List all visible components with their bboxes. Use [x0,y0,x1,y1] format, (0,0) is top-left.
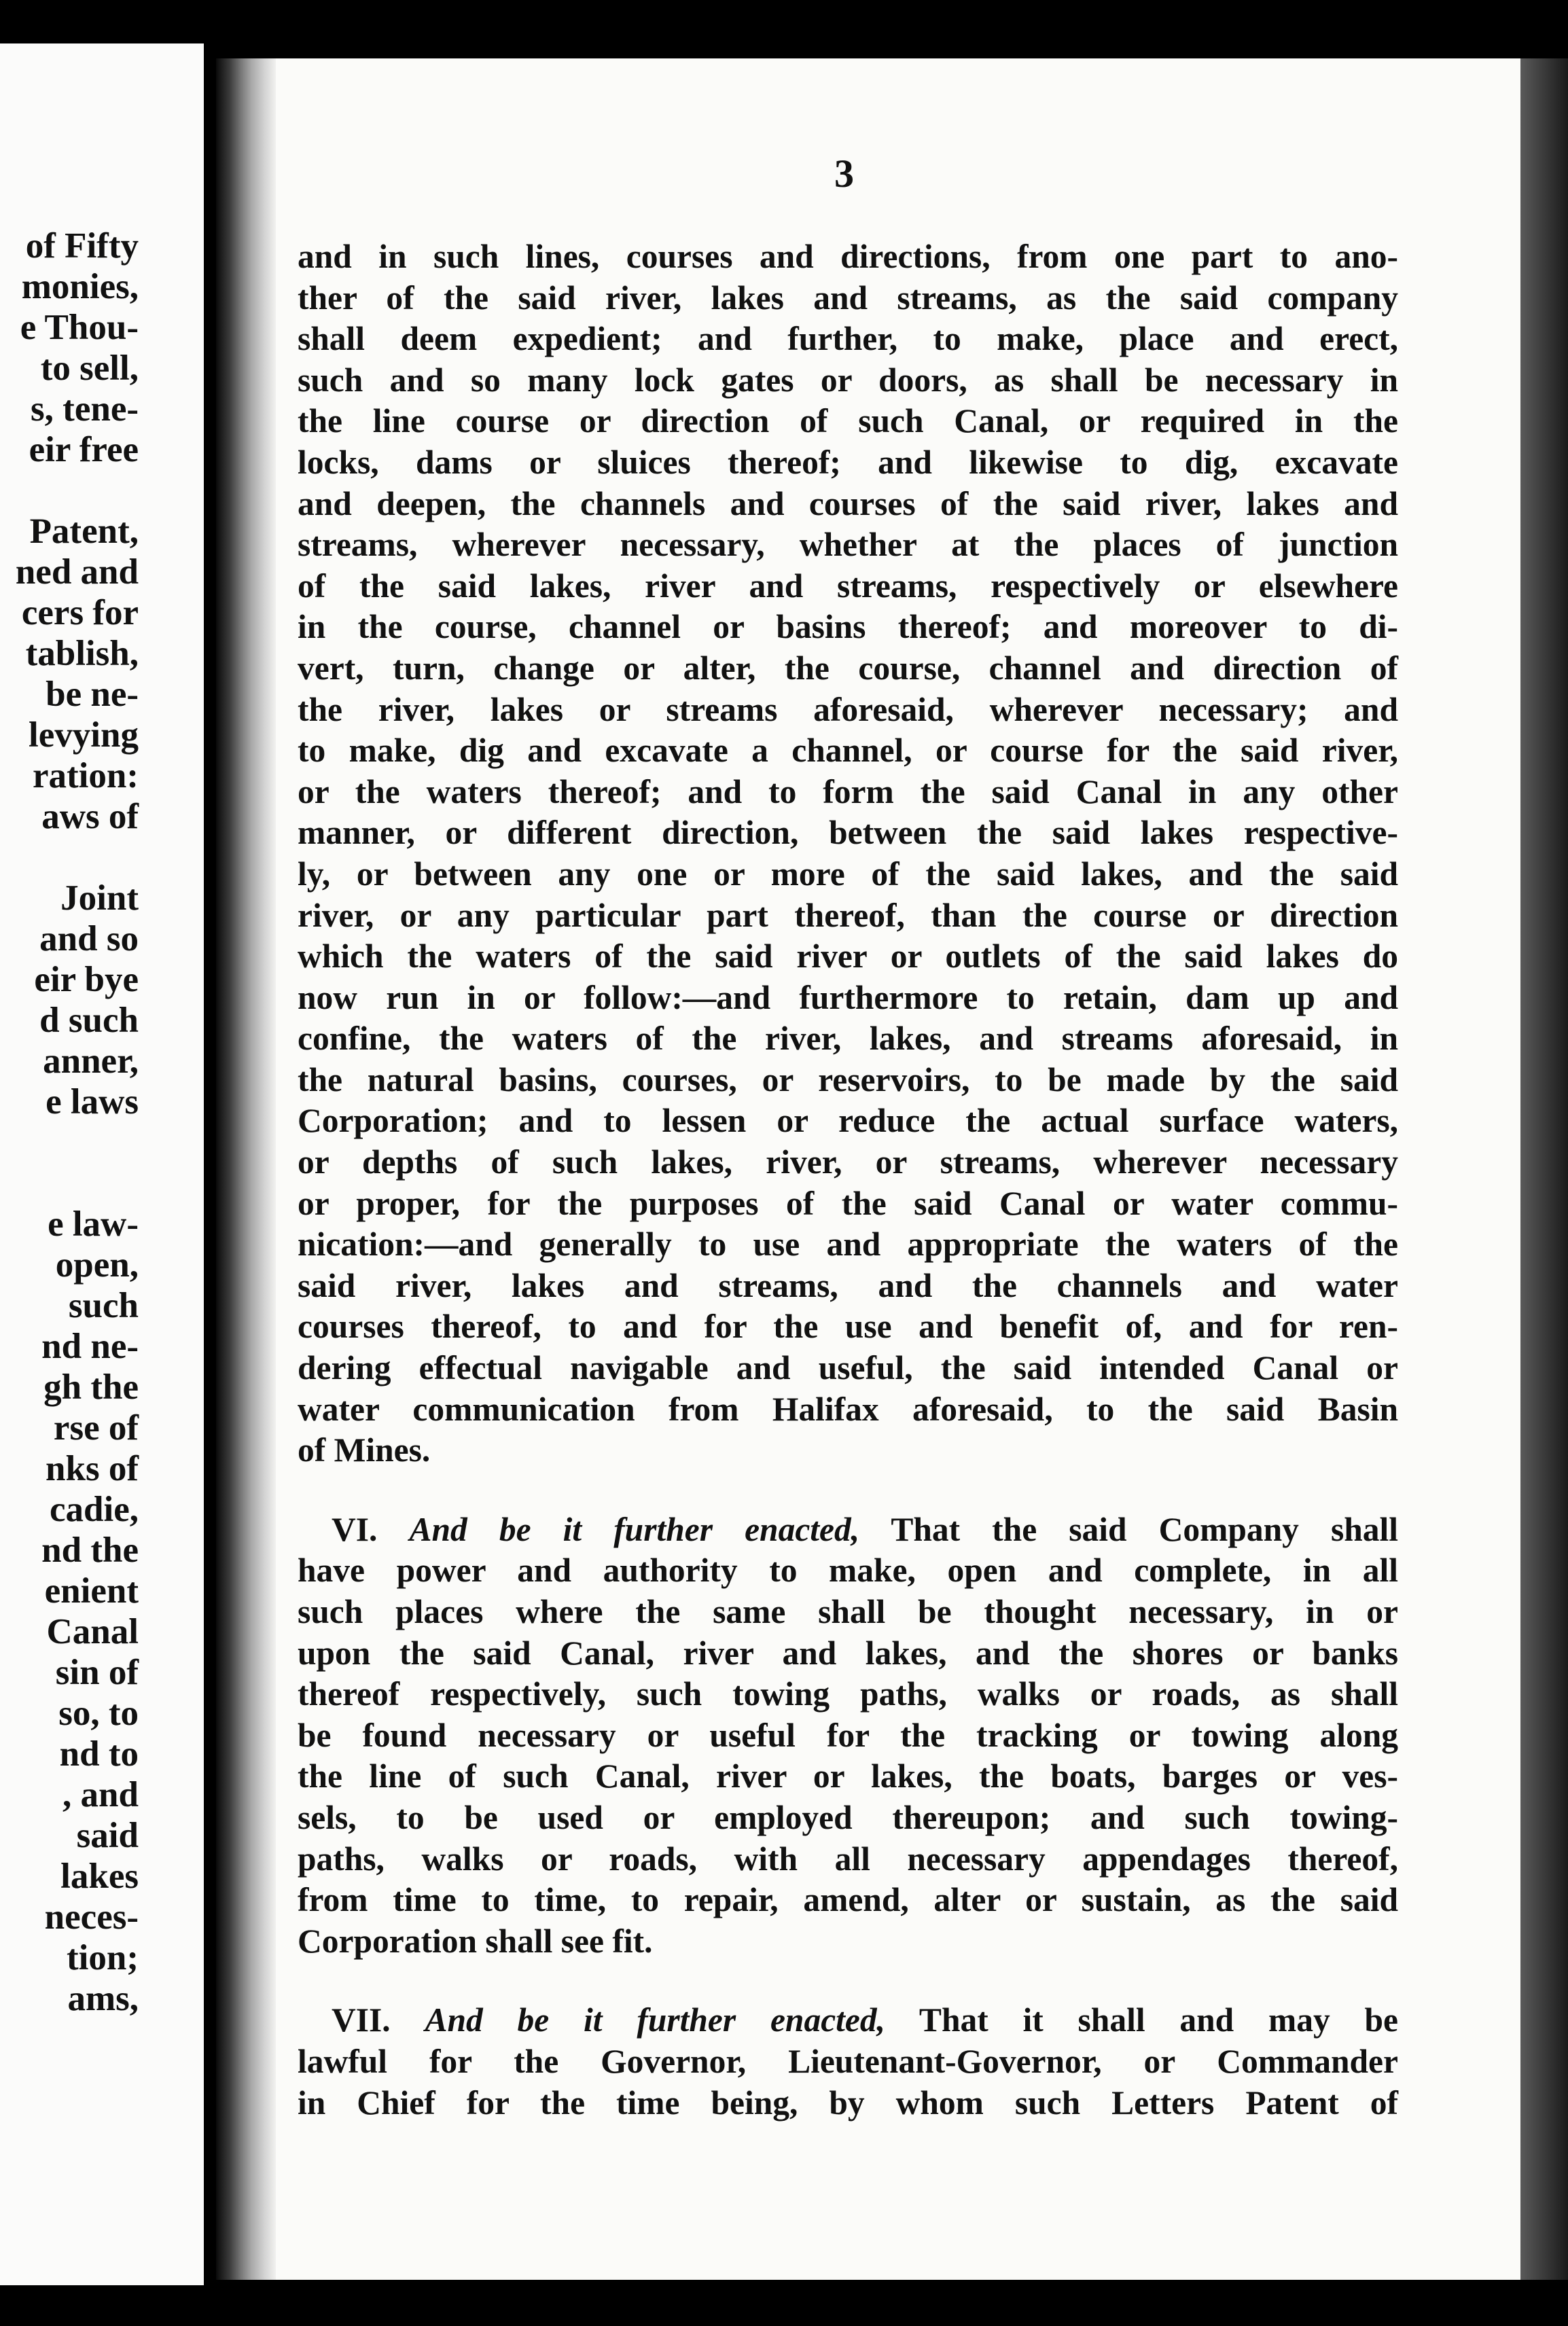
left-page-fragment: lakes [60,1857,139,1896]
section-vii-enacting-clause: And be it further enacted, [425,2001,886,2039]
text-line: the river, lakes or streams aforesaid, wherever necessary; and [298,690,1398,728]
text-line: such places where the same shall be thought necessary, in or [298,1593,1398,1630]
page-body [298,236,1398,2124]
text-line: nication:—and generally to use and appropriate the waters of the [298,1225,1398,1264]
text-line: of the said lakes, river and streams, respectively or elsewhere [298,567,1398,605]
left-page-fragment: said [76,1816,139,1855]
left-page-fragment: anner, [43,1041,139,1081]
left-page-fragment: ams, [67,1979,139,2018]
left-page-fragment: Canal [46,1612,139,1651]
left-page-fragment: , and [63,1775,139,1814]
left-page-fragment: open, [55,1245,139,1285]
text-line: from time to time, to repair, amend, alter or sustain, as the said [298,1881,1398,1919]
text-line: lawful for the Governor, Lieutenant-Governor, or Commander [298,2042,1398,2080]
section-vii-first-line [298,2000,1398,2041]
paragraph-continuation [298,236,1398,1471]
text-line: ther of the said river, lakes and streams, as the said company [298,279,1398,317]
left-page-fragment: nd the [41,1531,139,1570]
section-vi [298,1509,1398,1963]
text-line: now run in or follow:—and furthermore to retain, dam up and [298,978,1398,1016]
right-page [276,58,1520,2280]
text-line: ly, or between any one or more of the said lakes, and the said [298,855,1398,893]
text-line: shall deem expedient; and further, to make, place and erect, [298,320,1398,358]
left-page-fragment: enient [44,1571,139,1611]
text-line: thereof respectively, such towing paths, walks or roads, as shall [298,1675,1398,1713]
left-page-fragment: ned and [15,552,139,592]
left-page-fragment: e laws [46,1082,139,1122]
left-page-fragment: nd ne- [41,1327,139,1366]
section-vi-enacting-clause: And be it further enacted, [409,1510,860,1548]
section-vii-numeral: VII. [332,2001,391,2039]
left-page-fragment: ration: [32,756,139,795]
text-line: locks, dams or sluices thereof; and likewise to dig, excavate [298,443,1398,481]
text-line: have power and authority to make, open and complete, in all [298,1552,1398,1590]
left-page-fragment: d such [39,1001,139,1040]
text-line: Corporation; and to lessen or reduce the actual surface waters, [298,1102,1398,1140]
left-page-fragment: so, to [58,1694,139,1733]
left-page-fragment: Patent, [29,512,139,551]
left-page-fragment: of Fifty [25,226,139,266]
left-page-fragment: e Thou- [20,308,139,347]
section-vi-first-line-rest: That the said Company shall [891,1510,1399,1548]
text-line: said river, lakes and streams, and the channels and water [298,1266,1398,1304]
text-line: the line of such Canal, river or lakes, the boats, barges or ves- [298,1757,1398,1795]
left-page [0,43,204,2285]
section-vi-numeral: VI. [332,1510,378,1548]
text-line: or depths of such lakes, river, or streams, wherever necessary [298,1143,1398,1181]
text-line: manner, or different direction, between the said lakes respective- [298,814,1398,852]
left-page-fragment: tablish, [25,634,139,673]
text-line: or the waters thereof; and to form the said Canal in any other [298,772,1398,810]
text-line: dering effectual navigable and useful, the said intended Canal or [298,1349,1398,1387]
book-gutter-shadow [216,58,277,2280]
page-number: 3 [834,151,854,196]
left-page-fragment: levying [29,715,139,755]
left-page-fragment: and so [39,919,139,959]
left-page-fragment: eir bye [34,960,139,999]
section-vi-first-line [298,1509,1398,1551]
text-line: Corporation shall see fit. [298,1922,653,1960]
text-line: streams, wherever necessary, whether at the places of junction [298,526,1398,564]
text-line: sels, to be used or employed thereupon; and such towing- [298,1798,1398,1836]
left-page-fragment: nks of [46,1449,139,1488]
left-page-fragment: gh the [43,1367,139,1407]
left-page-fragment: nd to [59,1734,139,1774]
text-line: which the waters of the said river or outlets of the said lakes do [298,937,1398,976]
page-edge-shadow [1520,58,1568,2280]
left-page-fragment: neces- [44,1897,139,1937]
left-page-fragment: sin of [55,1653,139,1692]
text-line: confine, the waters of the river, lakes, and streams aforesaid, in [298,1020,1398,1058]
left-page-fragment: aws of [41,797,139,836]
text-line: and deepen, the channels and courses of the said river, lakes and [298,484,1398,522]
left-page-fragment: to sell, [40,348,139,388]
section-vii [298,2000,1398,2124]
left-page-fragment: cers for [21,593,139,632]
text-line: water communication from Halifax aforesaid, to the said Basin [298,1390,1398,1428]
text-line: the line course or direction of such Canal, or required in the [298,402,1398,440]
left-page-fragment: rse of [53,1408,139,1448]
left-page-text-fragments [0,226,139,2019]
text-line: such and so many lock gates or doors, as shall be necessary in [298,361,1398,399]
left-page-fragment: Joint [60,878,139,918]
text-line: in Chief for the time being, by whom such Letters Patent of [298,2083,1398,2122]
left-page-fragment: s, tene- [31,389,139,429]
left-page-fragment: tion; [67,1938,139,1978]
left-page-fragment: monies, [21,267,139,306]
section-vii-first-line-rest: That it shall and may be [919,2001,1398,2039]
text-line: or proper, for the purposes of the said Canal or water commu- [298,1184,1398,1222]
left-page-fragment: e law- [48,1204,139,1244]
text-line: in the course, channel or basins thereof; and moreover to di- [298,608,1398,646]
text-line: to make, dig and excavate a channel, or course for the said river, [298,732,1398,770]
left-page-fragment: be ne- [46,675,139,714]
left-page-fragment: cadie, [50,1490,139,1529]
text-line: paths, walks or roads, with all necessary appendages thereof, [298,1840,1398,1878]
text-line: courses thereof, to and for the use and benefit of, and for ren- [298,1308,1398,1346]
text-line: vert, turn, change or alter, the course, channel and direction of [298,649,1398,687]
left-page-fragment: eir free [29,430,139,469]
text-line: upon the said Canal, river and lakes, and the shores or banks [298,1634,1398,1672]
text-line: and in such lines, courses and directions, from one part to ano- [298,238,1398,275]
left-page-fragment: such [68,1286,139,1325]
text-line: be found necessary or useful for the tracking or towing along [298,1716,1398,1754]
text-line: of Mines. [298,1431,431,1469]
text-line: river, or any particular part thereof, than the course or direction [298,896,1398,934]
text-line: the natural basins, courses, or reservoirs, to be made by the said [298,1060,1398,1098]
